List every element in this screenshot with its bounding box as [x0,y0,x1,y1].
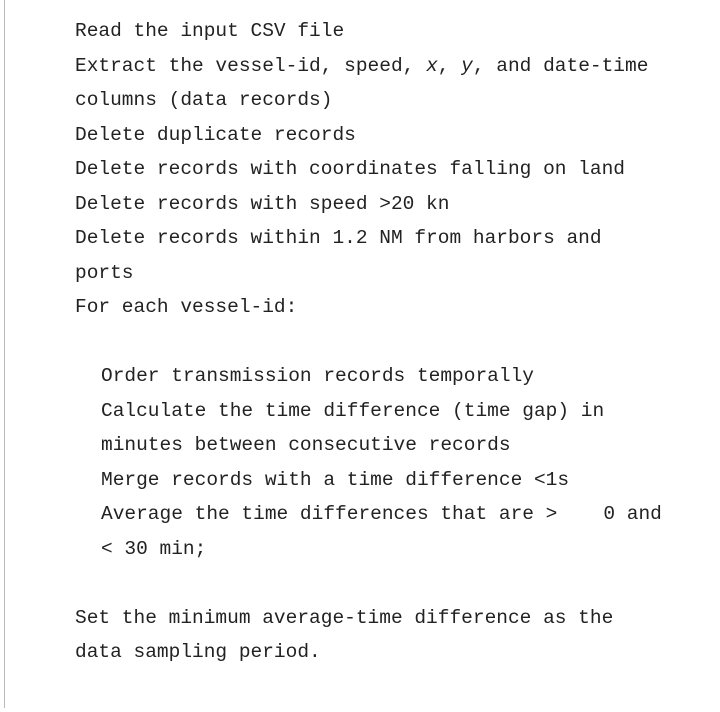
step-read-csv: Read the input CSV file [75,20,345,42]
blank-line [75,566,662,601]
step-merge: Merge records with a time difference <1s [101,468,570,491]
average-text-b: 0 and [603,503,662,525]
var-y: y [461,54,473,77]
step-set-min-line-2: data sampling period. [75,641,321,663]
step-order: Order transmission records temporally [101,365,534,387]
step-extract-line-2: columns (data records) [75,89,333,111]
step-average-line-2: < 30 min; [101,537,207,560]
step-delete-land: Delete records with coordinates falling on land [75,158,625,180]
step-delete-ports-line-2: ports [75,261,134,284]
step-delete-duplicates: Delete duplicate records [75,123,356,146]
step-set-min-line-1: Set the minimum average-time difference as the [75,606,614,629]
average-text-a: Average the time differences that are > [101,503,558,525]
step-calc-line-2: minutes between consecutive records [101,434,511,456]
algorithm-steps [75,14,662,670]
var-x: x [426,54,438,77]
left-border-rule [4,0,5,708]
step-average-line-1 [75,497,662,532]
blank-line [75,325,662,360]
step-delete-ports-line-1: Delete records within 1.2 NM from harbors and [75,227,602,249]
step-for-each: For each vessel-id: [75,296,298,318]
step-delete-speed: Delete records with speed >20 kn [75,192,450,215]
step-extract-line-1 [75,49,662,84]
extract-sep: , [437,54,462,77]
step-calc-line-1: Calculate the time difference (time gap) in [101,399,605,422]
extract-text-a: Extract the vessel-id, speed, [75,54,427,77]
extract-text-b: , and date-time [472,54,649,77]
